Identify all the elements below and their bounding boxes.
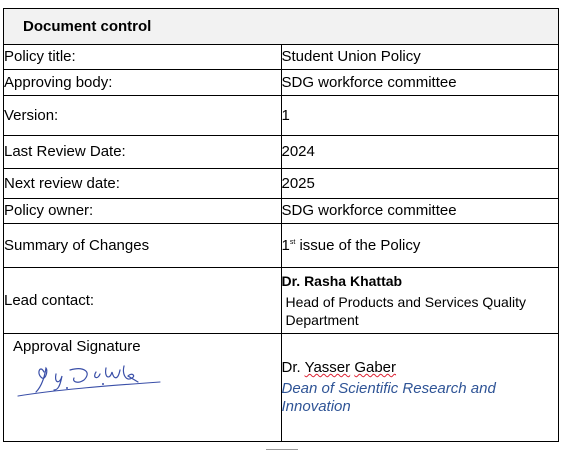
document-control-table [3,8,559,442]
approval-value [281,334,559,442]
row-policy-owner [4,199,559,224]
policy-owner-value: SDG workforce committee [281,199,559,224]
approver-last-name: Gaber [354,359,397,376]
policy-title-label: Policy title: [4,45,282,70]
last-review-value: 2024 [281,136,559,169]
row-last-review [4,136,559,169]
summary-text: issue of the Policy [295,236,421,254]
summary-superscript: st [289,238,296,246]
approval-label: Approval Signature [13,338,141,355]
row-next-review [4,169,559,199]
approver-first-name: Yasser [304,359,351,376]
policy-title-value: Student Union Policy [281,45,559,70]
approver-prefix: Dr. [281,359,305,376]
lead-contact-label: Lead contact: [4,268,282,334]
summary-label: Summary of Changes [4,224,282,268]
row-lead-contact [4,268,559,334]
lead-contact-title: Head of Products and Services Quality Department [285,294,526,328]
summary-number: 1 [281,236,290,254]
table-header-row [4,9,559,45]
signature-image [14,358,164,408]
next-review-value: 2025 [281,169,559,199]
policy-owner-label: Policy owner: [4,199,282,224]
approval-label-cell [4,334,282,442]
approving-body-value: SDG workforce committee [281,70,559,96]
row-approval [4,334,559,442]
row-approving-body [4,70,559,96]
version-label: Version: [4,96,282,136]
next-review-label: Next review date: [4,169,282,199]
row-version [4,96,559,136]
page-edge-mark [266,449,298,453]
row-summary [4,224,559,268]
approving-body-label: Approving body: [4,70,282,96]
version-value: 1 [281,96,559,136]
last-review-label: Last Review Date: [4,136,282,169]
approver-role: Dean of Scientific Research and Innovation [281,380,496,415]
lead-contact-value [281,268,559,334]
lead-contact-name: Dr. Rasha Khattab [281,273,403,289]
row-policy-title [4,45,559,70]
summary-value [281,224,559,268]
table-header: Document control [4,9,559,45]
